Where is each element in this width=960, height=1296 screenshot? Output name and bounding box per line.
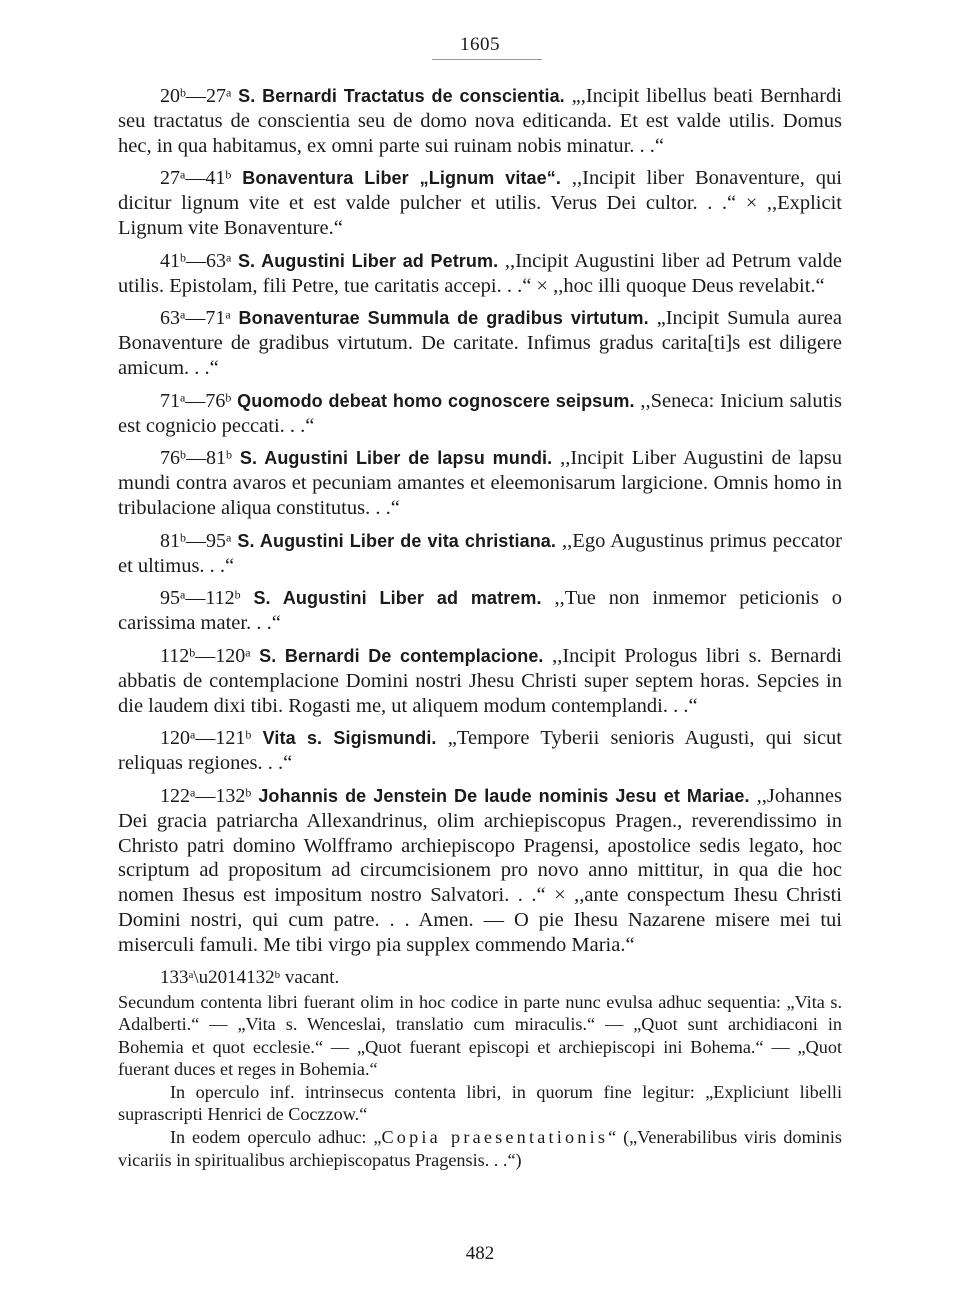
spaced-title: Copia praesentationis xyxy=(381,1127,609,1148)
folio-range: 112$^b$—120$^a$ xyxy=(160,644,251,667)
catalog-entry xyxy=(118,644,842,718)
entry-text: „Incipit Sumula aurea Bonaventure de gradibus virtutum. De caritate. Infimus gradus carita[ti]s est diligere amicum. . .“ xyxy=(118,307,842,379)
entry-text: ,,Incipit Augustini liber ad Petrum valde utilis. Epistolam, fili Petre, tue caritatis accepi. . .“ × ,,hoc illi quoque Deus revelabit.“ xyxy=(118,249,842,297)
entry-text: ,,Ego Augustinus primus peccator et ultimus. . .“ xyxy=(118,529,843,577)
catalog-entry xyxy=(118,529,842,579)
folio-range: 122$^a$—132$^b$ xyxy=(160,784,252,807)
entry-text: „,Incipit libellus beati Bernhardi seu tractatus de conscientia seu de domo nova editicanda. Et est valde utilis. Domus hec, in qua habitamus, ex omni parte sui ruinam nobis minatur. . .“ xyxy=(118,85,842,157)
catalog-entry xyxy=(118,586,842,636)
entry-text: ,,Johannes Dei gracia patriarcha Allexandrinus, olim archiepiscopus Pragen., reverendissimo in Christo patri domino Wolfframo archiepiscopo Pragensi, apostolice sedis legato, hoc scriptum ad propositum ad circumcisionem pro novo anno mittitur, in qua die hoc nomen Ihesus est impositum nostro Salvatori. . .“ × ,,ante conspectum Ihesu Christi Domini nostri, qui cum patre. . . Amen. — O pie Ihesu Nazarene misere mei tui miserculi famuli. Me tibi virgo pia supplex commendo Maria.“ xyxy=(118,784,842,956)
entry-title: Quomodo debeat homo cognoscere seipsum. xyxy=(237,390,635,411)
folio-range: 71$^a$—76$^b$ xyxy=(160,389,232,412)
entry-list xyxy=(118,84,842,958)
catalog-entry xyxy=(118,446,842,520)
catalog-entry xyxy=(118,389,842,439)
entry-text: ,,Incipit Liber Augustini de lapsu mundi contra avaros et pecuniam amantes et eleemonisarum largicione. Omnis homo in tribulacione aliqua constitutus. . .“ xyxy=(118,447,843,519)
catalog-entry xyxy=(118,784,842,958)
entry-text: ,,Incipit Prologus libri s. Bernardi abbatis de contemplacione Domini nostri Jhesu Christi super septem horas. Sepcies in die laudem dixi tibi. Rogasti me, ut aliquem modum contemplandi. . .“ xyxy=(118,644,843,717)
folio-range: 81$^b$—95$^a$ xyxy=(160,529,232,552)
note-lost-contents: Secundum contenta libri fuerant olim in hoc codice in parte nunc evulsa adhuc sequentia: „Vita s. Adalberti.“ — „Vita s. Wenceslai, translatio cum miraculis.“ — „Quot sunt archidiaconi in Bohemia et quot ecclesie.“ — „Quot fuerant episcopi et archiepiscopi ini Bohema.“ — „Quot fuerant duces et reges in Bohemia.“ xyxy=(118,991,842,1080)
folio-range: 27$^a$—41$^b$ xyxy=(160,167,232,190)
entry-text: ,,Incipit liber Bonaventure, qui dicitur lignum vite et est valde pulcher et utilis. Verus Dei cultor. . .“ × ,,Explicit Lignum vite Bonaventure.“ xyxy=(118,167,842,239)
page-number-bottom: 482 xyxy=(465,1243,495,1264)
entry-title: S. Bernardi De contemplacione. xyxy=(259,645,544,666)
vacant-line xyxy=(118,966,842,989)
header-rule xyxy=(432,59,542,60)
vacant-text: vacant. xyxy=(280,966,340,988)
folio-range: 76$^b$—81$^b$ xyxy=(160,447,232,470)
entry-title: S. Bernardi Tractatus de conscientia. xyxy=(238,86,565,106)
entry-title: Bonaventurae Summula de gradibus virtutum. xyxy=(238,308,649,329)
folio-range: 95$^a$—112$^b$ xyxy=(160,587,241,610)
entry-title: S. Augustini Liber ad Petrum. xyxy=(237,250,499,271)
catalog-entry xyxy=(118,306,842,380)
folio-range: 120$^a$—121$^b$ xyxy=(160,727,252,750)
folio-range: 20$^b$—27$^a$ xyxy=(160,85,232,107)
vacant-folio: 133$^a$\u2014132$^b$ xyxy=(160,966,281,988)
entry-title: Vita s. Sigismundi. xyxy=(262,728,437,749)
catalog-entry xyxy=(118,726,842,776)
folio-range: 41$^b$—63$^a$ xyxy=(160,249,232,272)
catalog-entry xyxy=(118,84,842,158)
page-number-top: 1605 xyxy=(460,34,500,55)
catalog-content xyxy=(118,84,842,1171)
note-copia: In eodem operculo adhuc: „Copia praesentationis“ („Venerabilibus viris dominis vicariis in spiritualibus archiepiscopatus Pragensis. . .“) xyxy=(118,1127,843,1170)
entry-title: S. Augustini Liber de lapsu mundi. xyxy=(239,448,553,469)
entry-title: S. Augustini Liber ad matrem. xyxy=(253,588,542,609)
catalog-entry xyxy=(118,166,842,240)
entry-title: Bonaventura Liber „Lignum vitae“. xyxy=(242,168,561,189)
entry-text: „Tempore Tyberii senioris Augusti, qui sicut reliquas regiones. . .“ xyxy=(118,727,842,775)
entry-text: ,,Seneca: Inicium salutis est cognicio peccati. . .“ xyxy=(118,389,842,437)
entry-title: S. Augustini Liber de vita christiana. xyxy=(237,530,557,551)
note-operculum: In operculo inf. intrinsecus contenta libri, in quorum fine legitur: „Expliciunt libelli suprascripti Henrici de Coczzow.“ xyxy=(118,1081,842,1125)
folio-range: 63$^a$—71$^a$ xyxy=(160,307,231,330)
entry-text: ,,Tue non inmemor peticionis o carissima mater. . .“ xyxy=(118,587,843,635)
entry-title: Johannis de Jenstein De laude nominis Jesu et Mariae. xyxy=(258,785,750,806)
catalog-entry xyxy=(118,249,842,299)
